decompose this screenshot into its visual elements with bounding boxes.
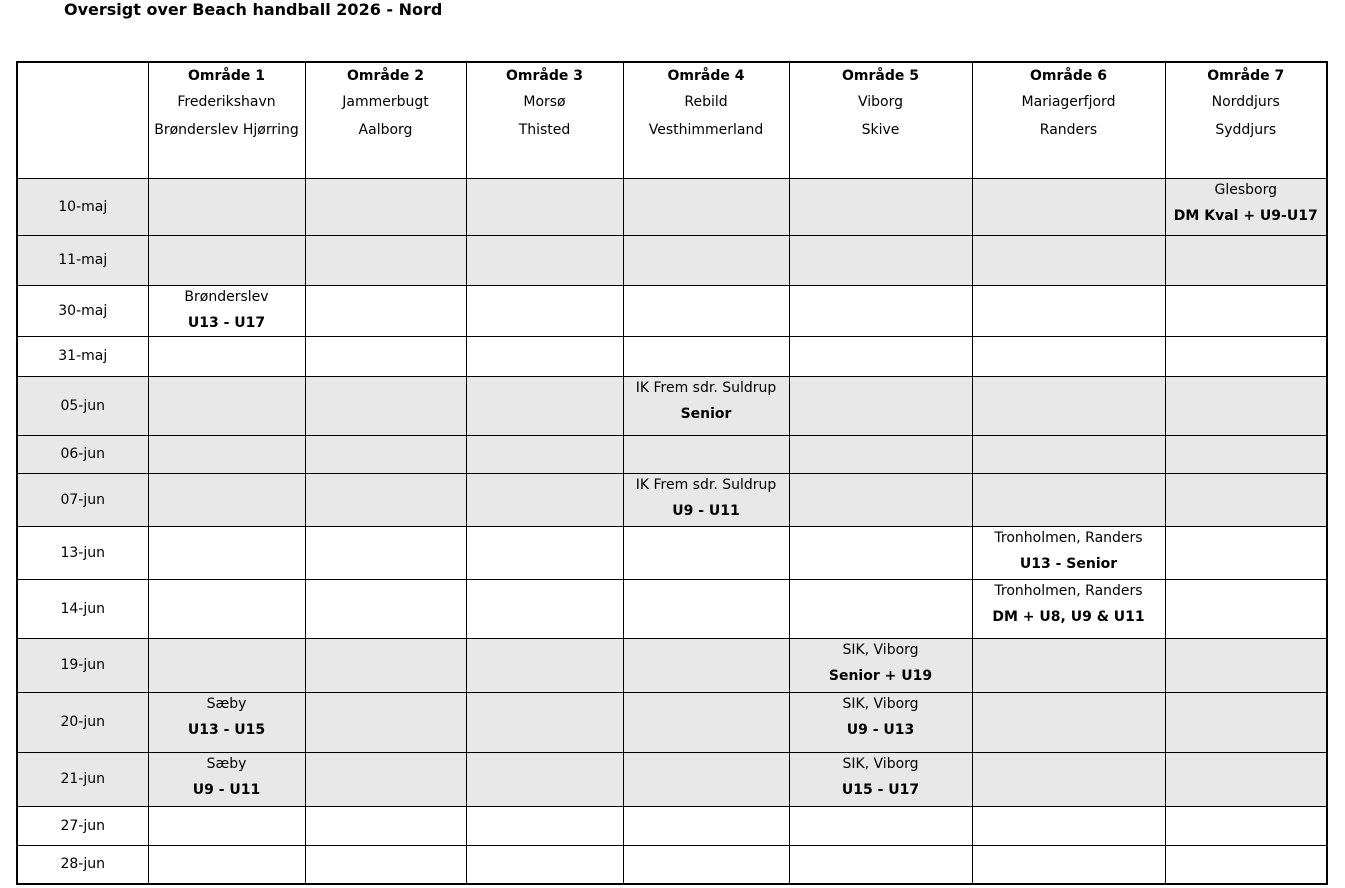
area-municipality: Brønderslev Hjørring	[154, 122, 299, 138]
area-municipality: Rebild	[684, 94, 728, 110]
empty-cell	[305, 638, 466, 692]
event-category: DM + U8, U9 & U11	[992, 608, 1145, 625]
empty-cell	[305, 376, 466, 435]
empty-cell	[623, 285, 789, 336]
event-category: Senior	[680, 405, 732, 422]
event-category: U13 - Senior	[1019, 555, 1118, 572]
event-category: U13 - U17	[187, 314, 266, 331]
date-cell: 10-maj	[17, 178, 148, 235]
date-cell: 05-jun	[17, 376, 148, 435]
date-cell: 27-jun	[17, 806, 148, 845]
empty-cell	[972, 752, 1165, 806]
empty-cell	[1165, 376, 1327, 435]
date-cell: 28-jun	[17, 845, 148, 884]
area-name: Område 7	[1207, 68, 1285, 84]
empty-cell	[789, 526, 972, 579]
empty-cell	[789, 235, 972, 285]
event-venue: Glesborg	[1214, 181, 1277, 198]
empty-cell	[789, 376, 972, 435]
empty-cell	[623, 435, 789, 473]
event-category: DM Kval + U9-U17	[1173, 207, 1318, 224]
area-municipality: Jammerbugt	[342, 94, 429, 110]
event-venue: IK Frem sdr. Suldrup	[635, 379, 777, 396]
event-cell	[789, 638, 972, 692]
empty-cell	[789, 845, 972, 884]
empty-cell	[305, 526, 466, 579]
empty-cell	[972, 285, 1165, 336]
empty-cell	[466, 336, 623, 376]
event-cell	[623, 376, 789, 435]
event-category: U15 - U17	[841, 781, 920, 798]
event-category: U9 - U11	[192, 781, 261, 798]
empty-cell	[623, 526, 789, 579]
empty-cell	[148, 435, 305, 473]
empty-cell	[789, 579, 972, 638]
area-name: Område 2	[347, 68, 424, 84]
event-category: U9 - U11	[672, 502, 740, 519]
empty-cell	[1165, 806, 1327, 845]
empty-cell	[305, 692, 466, 752]
empty-cell	[623, 845, 789, 884]
empty-cell	[148, 845, 305, 884]
empty-cell	[1165, 285, 1327, 336]
area-header-3	[466, 62, 623, 178]
empty-cell	[148, 235, 305, 285]
empty-cell	[789, 473, 972, 526]
schedule-row	[17, 638, 1327, 692]
page-title: Oversigt over Beach handball 2026 - Nord	[64, 0, 443, 19]
empty-cell	[1165, 692, 1327, 752]
date-cell: 20-jun	[17, 692, 148, 752]
empty-cell	[1165, 473, 1327, 526]
empty-cell	[148, 579, 305, 638]
area-name: Område 1	[188, 68, 265, 84]
date-cell: 31-maj	[17, 336, 148, 376]
empty-cell	[305, 845, 466, 884]
empty-cell	[148, 376, 305, 435]
area-municipality: Syddjurs	[1215, 122, 1277, 138]
empty-cell	[623, 638, 789, 692]
schedule-row	[17, 435, 1327, 473]
area-header-2	[305, 62, 466, 178]
empty-cell	[466, 473, 623, 526]
empty-cell	[148, 336, 305, 376]
empty-cell	[623, 806, 789, 845]
event-category: U13 - U15	[187, 721, 266, 738]
schedule-row	[17, 845, 1327, 884]
empty-cell	[148, 638, 305, 692]
empty-cell	[1165, 845, 1327, 884]
empty-cell	[789, 285, 972, 336]
event-cell	[148, 752, 305, 806]
empty-cell	[466, 806, 623, 845]
empty-cell	[789, 178, 972, 235]
empty-cell	[305, 235, 466, 285]
empty-cell	[305, 435, 466, 473]
event-venue: Sæby	[206, 755, 247, 772]
empty-cell	[466, 178, 623, 235]
area-municipality: Norddjurs	[1211, 94, 1280, 110]
event-category: U9 - U13	[846, 721, 915, 738]
date-cell: 13-jun	[17, 526, 148, 579]
area-header-1	[148, 62, 305, 178]
empty-cell	[305, 752, 466, 806]
area-header-7	[1165, 62, 1327, 178]
empty-cell	[148, 806, 305, 845]
area-name: Område 4	[667, 68, 745, 84]
empty-cell	[1165, 638, 1327, 692]
event-venue: SIK, Viborg	[842, 755, 919, 772]
empty-cell	[972, 638, 1165, 692]
area-municipality: Thisted	[518, 122, 571, 138]
event-cell	[789, 692, 972, 752]
empty-cell	[972, 235, 1165, 285]
empty-cell	[148, 526, 305, 579]
event-cell	[623, 473, 789, 526]
event-cell	[1165, 178, 1327, 235]
empty-cell	[148, 178, 305, 235]
empty-cell	[466, 435, 623, 473]
empty-cell	[789, 435, 972, 473]
empty-cell	[789, 336, 972, 376]
empty-cell	[1165, 579, 1327, 638]
area-municipality: Skive	[861, 122, 900, 138]
schedule-row	[17, 692, 1327, 752]
area-municipality: Aalborg	[358, 122, 413, 138]
event-cell	[789, 752, 972, 806]
area-municipality: Randers	[1039, 122, 1098, 138]
header-row	[17, 62, 1327, 178]
area-name: Område 5	[842, 68, 919, 84]
schedule-row	[17, 752, 1327, 806]
empty-cell	[305, 473, 466, 526]
area-municipality: Morsø	[523, 94, 566, 110]
event-cell	[972, 526, 1165, 579]
area-header-5	[789, 62, 972, 178]
area-name: Område 6	[1030, 68, 1107, 84]
area-municipality: Mariagerfjord	[1021, 94, 1116, 110]
empty-cell	[305, 336, 466, 376]
empty-cell	[789, 806, 972, 845]
empty-cell	[623, 336, 789, 376]
empty-cell	[623, 235, 789, 285]
schedule-row	[17, 526, 1327, 579]
empty-cell	[623, 579, 789, 638]
empty-cell	[972, 806, 1165, 845]
event-cell	[972, 579, 1165, 638]
empty-cell	[1165, 752, 1327, 806]
date-cell: 30-maj	[17, 285, 148, 336]
schedule-row	[17, 285, 1327, 336]
date-cell: 14-jun	[17, 579, 148, 638]
area-header-4	[623, 62, 789, 178]
area-header-6	[972, 62, 1165, 178]
empty-cell	[972, 376, 1165, 435]
empty-cell	[305, 285, 466, 336]
empty-cell	[466, 752, 623, 806]
empty-cell	[1165, 235, 1327, 285]
empty-cell	[305, 178, 466, 235]
schedule-row	[17, 178, 1327, 235]
date-cell: 11-maj	[17, 235, 148, 285]
schedule-table	[16, 61, 1328, 885]
empty-cell	[972, 435, 1165, 473]
empty-cell	[1165, 435, 1327, 473]
empty-cell	[972, 845, 1165, 884]
empty-cell	[1165, 336, 1327, 376]
empty-cell	[466, 526, 623, 579]
empty-cell	[1165, 526, 1327, 579]
empty-cell	[305, 579, 466, 638]
empty-cell	[466, 376, 623, 435]
area-municipality: Viborg	[857, 94, 903, 110]
event-venue: SIK, Viborg	[842, 695, 919, 712]
schedule-row	[17, 806, 1327, 845]
area-municipality: Frederikshavn	[177, 94, 276, 110]
schedule-row	[17, 376, 1327, 435]
date-cell: 06-jun	[17, 435, 148, 473]
empty-cell	[466, 845, 623, 884]
empty-cell	[623, 692, 789, 752]
event-venue: Sæby	[206, 695, 247, 712]
event-cell	[148, 285, 305, 336]
area-municipality: Vesthimmerland	[648, 122, 764, 138]
empty-cell	[305, 806, 466, 845]
event-venue: SIK, Viborg	[842, 641, 919, 658]
event-venue: Tronholmen, Randers	[994, 582, 1143, 599]
empty-cell	[972, 178, 1165, 235]
empty-cell	[623, 752, 789, 806]
event-category: Senior + U19	[828, 667, 933, 684]
schedule-row	[17, 473, 1327, 526]
empty-cell	[972, 336, 1165, 376]
empty-cell	[623, 178, 789, 235]
corner-cell	[17, 62, 148, 178]
date-cell: 19-jun	[17, 638, 148, 692]
event-venue: Brønderslev	[184, 288, 269, 305]
date-cell: 07-jun	[17, 473, 148, 526]
area-name: Område 3	[506, 68, 583, 84]
date-cell: 21-jun	[17, 752, 148, 806]
empty-cell	[466, 692, 623, 752]
empty-cell	[972, 692, 1165, 752]
empty-cell	[466, 235, 623, 285]
schedule-row	[17, 336, 1327, 376]
schedule-row	[17, 579, 1327, 638]
event-venue: IK Frem sdr. Suldrup	[635, 476, 777, 493]
event-venue: Tronholmen, Randers	[994, 529, 1143, 546]
empty-cell	[466, 285, 623, 336]
empty-cell	[148, 473, 305, 526]
empty-cell	[466, 638, 623, 692]
empty-cell	[466, 579, 623, 638]
event-cell	[148, 692, 305, 752]
schedule-row	[17, 235, 1327, 285]
empty-cell	[972, 473, 1165, 526]
